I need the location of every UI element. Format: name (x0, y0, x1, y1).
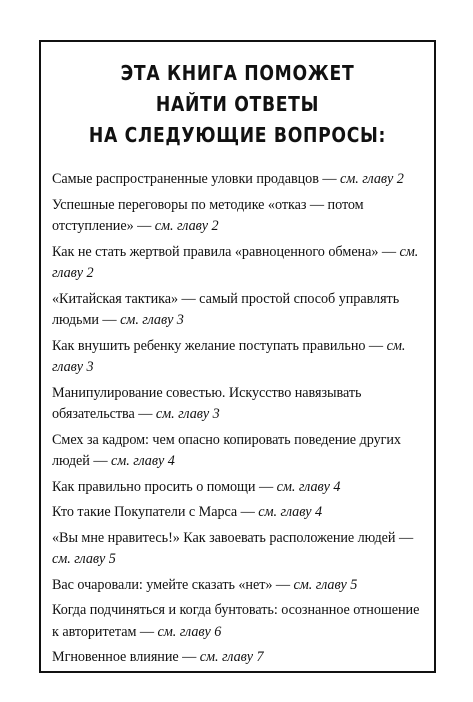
list-item (52, 383, 426, 426)
question-text: Мгновенное влияние — (52, 649, 200, 665)
chapter-reference: см. главу 5 (52, 551, 116, 567)
question-text: Когда подчиняться и когда бунтовать: осознанное отношение к авторитетам — (52, 602, 420, 640)
list-item (52, 502, 426, 524)
list-item (52, 195, 426, 238)
question-text: «Китайская тактика» — самый простой способ управлять людьми — (52, 290, 400, 328)
question-text: Смех за кадром: чем опасно копировать поведение других людей — (52, 431, 401, 469)
heading-line-1: ЭТА КНИГА ПОМОЖЕТ (120, 61, 355, 85)
heading-line-2: НАЙТИ ОТВЕТЫ (155, 92, 320, 116)
chapter-reference: см. главу 7 (199, 649, 264, 665)
question-text: Как внушить ребенку желание поступать правильно — (52, 337, 387, 354)
list-item (52, 575, 426, 597)
question-text: «Вы мне нравитесь!» Как завоевать расположение людей — (52, 529, 414, 546)
heading-line-3: НА СЛЕДУЮЩИЕ ВОПРОСЫ: (88, 123, 387, 147)
chapter-reference: см. главу 3 (120, 312, 184, 328)
list-item (52, 600, 426, 643)
chapter-reference: см. главу 5 (293, 576, 358, 593)
list-item (52, 477, 426, 499)
chapter-reference: см. главу 3 (52, 337, 406, 375)
question-text: Самые распространенные уловки продавцов — (52, 171, 340, 187)
list-item (52, 336, 426, 379)
question-text: Вас очаровали: умейте сказать «нет» — (52, 576, 294, 593)
question-box (39, 40, 436, 673)
chapter-reference: см. главу 2 (154, 218, 219, 234)
chapter-reference: см. главу 2 (52, 243, 419, 281)
question-text: Успешные переговоры по методике «отказ — потом отступление» — (52, 196, 364, 234)
list-item (52, 528, 426, 571)
list-item (52, 242, 426, 285)
box-heading (69, 58, 407, 151)
list-item (52, 647, 426, 669)
question-list (52, 169, 426, 673)
question-text: Как правильно просить о помощи — (52, 478, 277, 495)
list-item (52, 430, 426, 473)
chapter-reference: см. главу 4 (258, 504, 323, 520)
chapter-reference: см. главу 6 (157, 623, 222, 640)
question-text: Как не стать жертвой правила «равноценного обмена» — (52, 243, 400, 260)
chapter-reference: см. главу 2 (339, 171, 404, 187)
question-text: Манипулирование совестью. Искусство навязывать обязательства — (52, 384, 362, 422)
chapter-reference: см. главу 3 (155, 406, 220, 422)
chapter-reference: см. главу 4 (110, 453, 175, 469)
chapter-reference: см. главу 4 (276, 478, 341, 495)
list-item (52, 169, 426, 191)
question-text: Кто такие Покупатели с Марса — (52, 504, 259, 520)
list-item (52, 289, 426, 332)
